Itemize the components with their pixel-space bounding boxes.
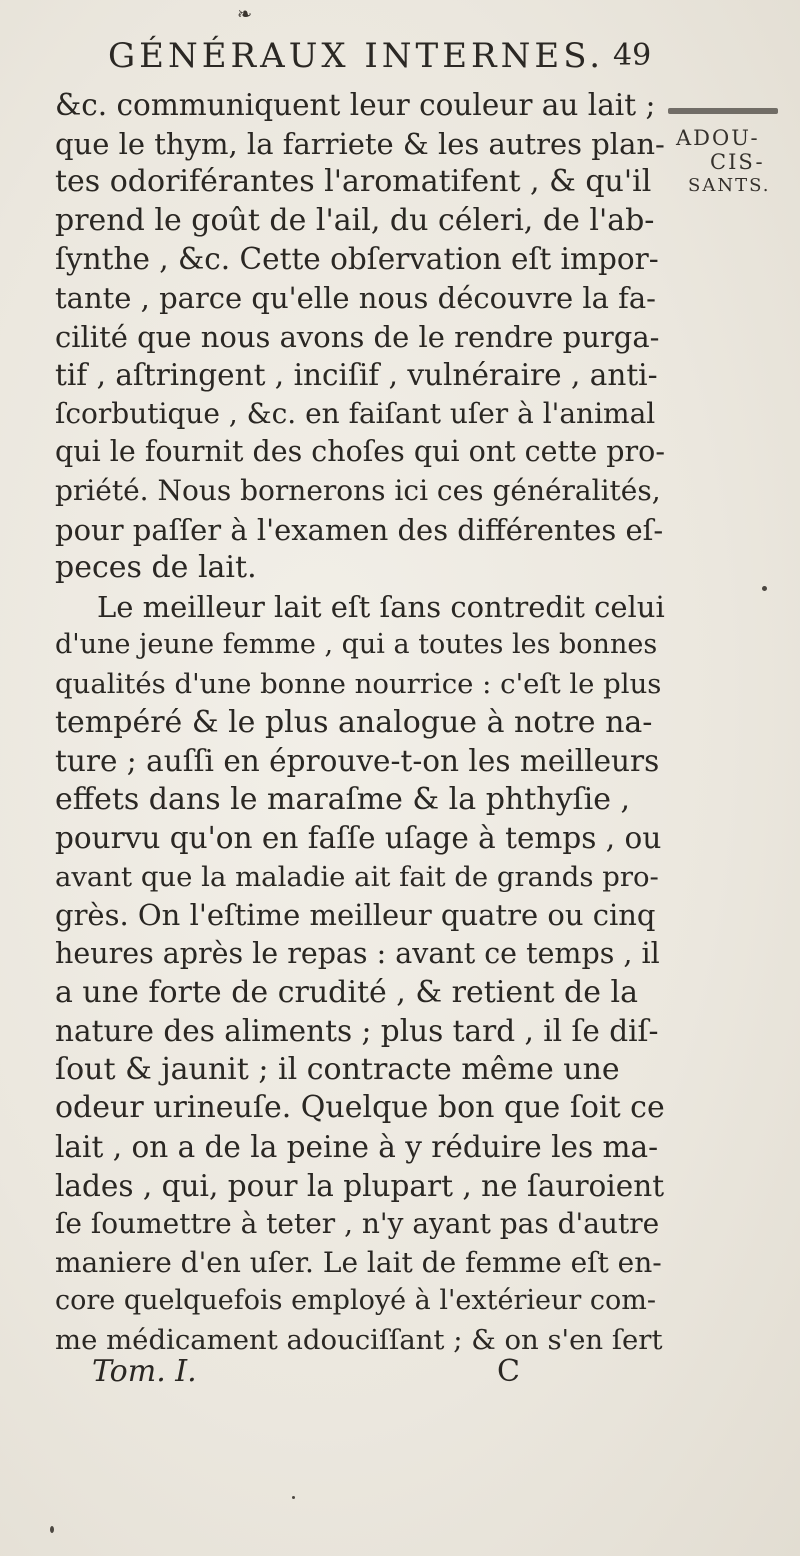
- text-line: heures après le repas : avant ce temps , il: [55, 937, 660, 971]
- ink-speck: [50, 1526, 54, 1533]
- text-line: odeur urineuſe. Quelque bon que ſoit ce: [55, 1090, 665, 1126]
- ink-speck: [762, 586, 767, 591]
- text-line: que le thym, la farriete & les autres plan-: [55, 126, 665, 161]
- text-line: ſout & jaunit ; il contracte même une: [55, 1051, 620, 1087]
- text-line: tempéré & le plus analogue à notre na-: [55, 704, 653, 740]
- text-line: ture ; auſſi en éprouve-t-on les meilleurs: [55, 744, 660, 779]
- ink-speck: [292, 1496, 295, 1499]
- margin-rule: [668, 108, 778, 114]
- body-text: [55, 86, 665, 1360]
- paragraph-start-line: Le meilleur lait eſt ſans contredit celui: [97, 589, 665, 624]
- header-ornament: ❧: [237, 4, 253, 25]
- margin-note-line: CIS-: [710, 150, 765, 174]
- page-number: 49: [613, 38, 652, 73]
- running-head: GÉNÉRAUX INTERNES.: [108, 36, 605, 76]
- text-line: ſe ſoumettre à teter , n'y ayant pas d'autre: [55, 1207, 660, 1241]
- text-line: qualités d'une bonne nourrice : c'eſt le plus: [55, 667, 662, 700]
- text-line: a une forte de crudité , & retient de la: [55, 974, 639, 1010]
- text-line: peces de lait.: [55, 550, 257, 586]
- text-line: tif , aſtringent , inciſif , vulnéraire , anti-: [55, 358, 658, 393]
- text-line: prend le goût de l'ail, du céleri, de l'ab-: [55, 202, 655, 238]
- text-line: pourvu qu'on en faſſe uſage à temps , ou: [55, 821, 662, 856]
- text-line: cilité que nous avons de le rendre purga-: [55, 319, 660, 354]
- text-line: lait , on a de la peine à y réduire les ma-: [55, 1130, 659, 1165]
- text-line: qui le fournit des choſes qui ont cette pro-: [55, 435, 665, 469]
- text-line: tante , parce qu'elle nous découvre la fa-: [55, 280, 656, 315]
- text-line: pour paſſer à l'examen des différentes eſ-: [55, 512, 664, 547]
- text-line: ſynthe , &c. Cette obſervation eſt impor-: [55, 242, 659, 277]
- text-line: d'une jeune femme , qui a toutes les bonnes: [55, 629, 658, 661]
- text-line: tes odoriférantes l'aromatifent , & qu'il: [55, 164, 652, 200]
- text-line: priété. Nous bornerons ici ces généralités,: [55, 473, 661, 507]
- text-line: maniere d'en uſer. Le lait de femme eſt en-: [55, 1245, 662, 1279]
- text-line: grès. On l'eſtime meilleur quatre ou cinq: [55, 898, 656, 933]
- text-line: effets dans le maraſme & la phthyſie ,: [55, 781, 631, 817]
- text-line: ſcorbutique , &c. en faiſant uſer à l'animal: [55, 396, 656, 430]
- text-line: &c. communiquent leur couleur au lait ;: [55, 88, 656, 122]
- signature-letter: C: [497, 1354, 520, 1389]
- margin-note-line: ADOU-: [676, 126, 760, 150]
- margin-note-line: SANTS.: [688, 175, 771, 196]
- text-line: avant que la maladie ait fait de grands pro-: [55, 860, 659, 893]
- text-line: me médicament adouciſſant ; & on s'en ſert: [55, 1324, 663, 1356]
- text-line: nature des aliments ; plus tard , il ſe diſ-: [55, 1014, 659, 1049]
- signature-mark: Tom. I.: [92, 1354, 197, 1389]
- margin-note: [676, 126, 796, 198]
- text-line: lades , qui, pour la plupart , ne ſauroient: [55, 1168, 665, 1203]
- text-line: core quelquefois employé à l'extérieur com-: [55, 1285, 656, 1317]
